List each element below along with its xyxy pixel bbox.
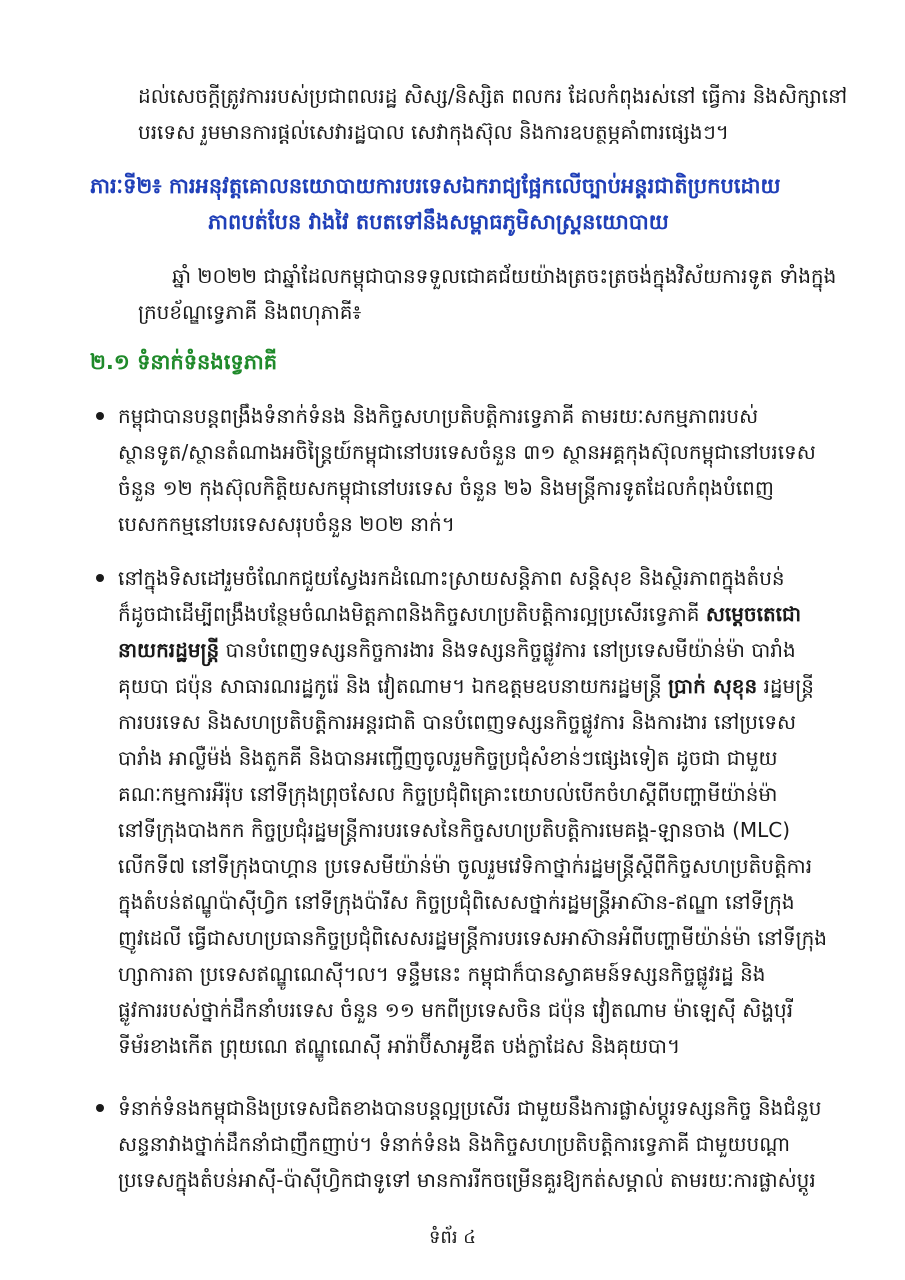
bullet-line: គណៈកម្មការអឺរ៉ុប នៅទីក្រុងព្រុចសែល កិច្ចប្រជុំពិគ្រោះយោបល់បើកចំហស្ដីពីបញ្ហាមីយ៉ាន់ម៉ា	[118, 782, 778, 806]
bullet-line: ផ្លូវការរបស់ថ្នាក់ដឹកនាំបរទេស ចំនួន ១១ មកពីប្រទេសចិន ជប៉ុន វៀតណាម ម៉ាឡេស៊ី សិង្ហបុរី	[118, 998, 794, 1022]
bullet-line: ញូវដេលី ធ្វើជាសហប្រធានកិច្ចប្រជុំពិសេសរដ្ឋមន្ត្រីការបរទេសអាស៊ានអំពីបញ្ហាមីយ៉ាន់ម៉ា នៅទីក្រុង	[118, 926, 828, 950]
bullet-line	[118, 596, 858, 632]
bullet-text: បានបំពេញទស្សនកិច្ចការងារ និងទស្សនកិច្ចផ្លូវការ នៅប្រទេសមីយ៉ាន់ម៉ា បារាំង	[219, 638, 796, 662]
bullet-line: ក្នុងតំបន់ឥណ្ឌូប៉ាស៊ីហ្វិក នៅទីក្រុងប៉ារីស កិច្ចប្រជុំពិសេសថ្នាក់រដ្ឋមន្ត្រីអាស៊ាន-ឥណ្ឌា នៅទីក្រុង	[118, 890, 795, 914]
bullet-line	[118, 632, 858, 668]
bold-name: សម្ដេចតេជោ	[705, 602, 802, 626]
bullet-line	[118, 668, 858, 704]
bullet-item	[118, 1090, 858, 1198]
intro-line: បរទេស រួមមានការផ្ដល់សេវារដ្ឋបាល សេវាកុងស៊ុល និងការឧបត្ថម្ភគាំពារផ្សេងៗ។	[138, 120, 729, 144]
bullet-line: ទំនាក់ទំនងកម្ពុជានិងប្រទេសជិតខាងបានបន្តល្អប្រសើរ ជាមួយនឹងការផ្លាស់ប្ដូរទស្សនកិច្ច និងជំនួប	[118, 1096, 822, 1120]
bullet-line: បេសកកម្មនៅបរទេសសរុបចំនួន ២០២ នាក់។	[118, 512, 455, 536]
section-heading	[90, 168, 870, 240]
bullet-line: ស្ថានទូត/ស្ថានតំណាងអចិន្ត្រៃយ៍កម្ពុជានៅបរទេសចំនួន ៣១ ស្ថានអគ្គកុងស៊ុលកម្ពុជានៅបរទេស	[118, 440, 816, 464]
bold-name: នាយករដ្ឋមន្ត្រី	[118, 638, 220, 662]
bullet-line: នៅក្នុងទិសដៅរួមចំណែកជួយស្វែងរកដំណោះស្រាយសន្តិភាព សន្តិសុខ និងស្ថិរភាពក្នុងតំបន់	[118, 566, 785, 590]
section-heading-line2: ភាពបត់បែន វាងវៃ តបតទៅនឹងសម្ពាធភូមិសាស្ត្រនយោបាយ	[208, 210, 669, 234]
subsection-heading: ២.១ ទំនាក់ទំនងទ្វេភាគី	[90, 350, 278, 374]
bullet-text: រដ្ឋមន្ត្រី	[757, 674, 814, 698]
bullet-line: ការបរទេស និងសហប្រតិបត្តិការអន្តរជាតិ បានបំពេញទស្សនកិច្ចផ្លូវការ និងការងារ នៅប្រទេស	[118, 710, 797, 734]
bullet-line: កម្ពុជាបានបន្តពង្រឹងទំនាក់ទំនង និងកិច្ចសហប្រតិបត្តិការទ្វេភាគី តាមរយៈសកម្មភាពរបស់	[118, 404, 759, 428]
bullet-text: គុយបា ជប៉ុន សាធារណរដ្ឋកូរ៉េ និង វៀតណាម។ ឯកឧត្តមឧបនាយករដ្ឋមន្ត្រី	[118, 674, 669, 698]
year-paragraph	[138, 258, 858, 330]
bullet-line: ប្រទេសក្នុងតំបន់អាស៊ី-ប៉ាស៊ីហ្វិកជាទូទៅ មានការរីកចម្រើនគួរឱ្យកត់សម្គាល់ តាមរយៈការផ្លាស់ប្ដូរ	[118, 1168, 816, 1192]
bullet-line: ចំនួន ១២ កុងស៊ុលកិត្តិយសកម្ពុជានៅបរទេស ចំនួន ២៦ និងមន្ត្រីការទូតដែលកំពុងបំពេញ	[118, 476, 774, 500]
bullet-line: ហ្សាការតា ប្រទេសឥណ្ឌូណេស៊ី។ល។ ទន្ទឹមនេះ កម្ពុជាក៏បានស្វាគមន៍ទស្សនកិច្ចផ្លូវរដ្ឋ និង	[118, 962, 766, 986]
bullet-item	[118, 560, 858, 1064]
intro-paragraph	[138, 78, 858, 150]
year-line: ឆ្នាំ ២០២២ ជាឆ្នាំដែលកម្ពុជាបានទទួលជោគជ័យយ៉ាងត្រចះត្រចង់ក្នុងវិស័យការទូត ទាំងក្នុង	[172, 264, 837, 288]
bullet-line: លើកទី៧ នៅទីក្រុងបាហ្គាន ប្រទេសមីយ៉ាន់ម៉ា ចូលរួមវេទិកាថ្នាក់រដ្ឋមន្ត្រីស្ដីពីកិច្ចសហប្រតិបត្តិការ	[118, 854, 813, 878]
bullet-dot	[96, 1104, 104, 1112]
bullet-dot	[96, 412, 104, 420]
bullet-line: នៅទីក្រុងបាងកក កិច្ចប្រជុំរដ្ឋមន្ត្រីការបរទេសនៃកិច្ចសហប្រតិបត្តិការមេគង្គ-ឡានចាង (MLC)	[118, 818, 791, 842]
page-number: ទំព័រ ៤	[428, 1227, 477, 1248]
year-line: ក្របខ័ណ្ឌទ្វេភាគី និងពហុភាគី៖	[138, 300, 362, 324]
bullet-line: ទីម័រខាងកើត ព្រុយណេ ឥណ្ឌូណេស៊ី អារ៉ាប៊ីសាអូឌីត បង់ក្លាដែស និងគុយបា។	[118, 1034, 681, 1058]
bullet-item	[118, 398, 858, 542]
section-heading-label: ភារៈទី២៖	[90, 174, 162, 198]
bullet-line: សន្ទនាវាងថ្នាក់ដឹកនាំជាញឹកញាប់។ ទំនាក់ទំនង និងកិច្ចសហប្រតិបត្តិការទ្វេភាគី ជាមួយបណ្ដា	[118, 1132, 791, 1156]
intro-line: ដល់សេចក្ដីត្រូវការរបស់ប្រជាពលរដ្ឋ សិស្ស/និស្សិត ពលករ ដែលកំពុងរស់នៅ ធ្វើការ និងសិក្សានៅ	[138, 84, 848, 108]
bullet-line: បារាំង អាល្លឺម៉ង់ និងតួកគី និងបានអញ្ជើញចូលរួមកិច្ចប្រជុំសំខាន់ៗផ្សេងទៀត ដូចជា ជាមួយ	[118, 746, 778, 770]
bullet-text: ក៏ដូចជាដើម្បីពង្រឹងបន្ថែមចំណងមិត្តភាពនិងកិច្ចសហប្រតិបត្តិការល្អប្រសើរទ្វេភាគី	[118, 602, 706, 626]
section-heading-line1: ការអនុវត្តគោលនយោបាយការបរទេសឯករាជ្យផ្អែកលើច្បាប់អន្តរជាតិប្រកបដោយ	[168, 174, 781, 198]
bold-name: ប្រាក់ សុខុន	[668, 674, 758, 698]
bullet-dot	[96, 574, 104, 582]
